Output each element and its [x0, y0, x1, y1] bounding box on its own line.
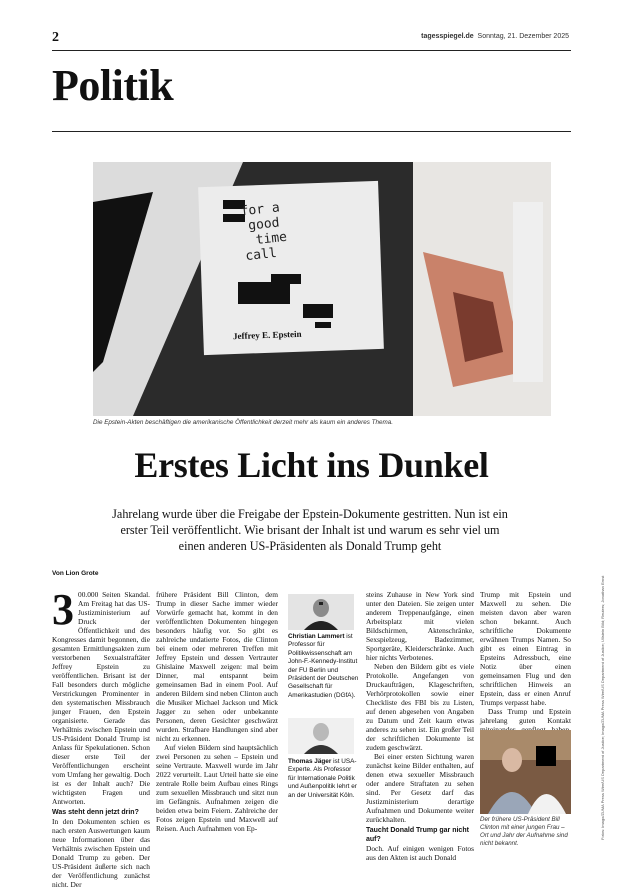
- issue-date: Sonntag, 21. Dezember 2025: [477, 33, 569, 40]
- portrait-thomas-jaeger: [288, 718, 354, 754]
- paragraph: Bei einer ersten Sichtung waren zunächst keine Bilder enthalten, auf denen etwa sexueller Missbrauch oder andere Straftaten zu sehen sind. Per Gesetz darf das Justizministerium derartige Aufnahmen und Dokumente weiter zurückhalten.: [366, 752, 474, 824]
- note-line: for a: [239, 200, 281, 220]
- signature-print: Jeffrey E. Epstein: [232, 328, 302, 342]
- photo-credits: Fotos: Imago/ZUMA Press Wire/US Department of Justice; Imago/ZUMA Press Wire/US Department of Justice; Ullstein Bild; Reuters; Jonathan Ernst: [600, 575, 605, 840]
- paragraph: Auf vielen Bildern sind hauptsächlich zwei Personen zu sehen – Epstein und seine Vertraute. Maxwell wurde im Jahr 2022 verurteilt. Laut Urteil hatte sie eine zentrale Rolle beim Aufbau eines Rings zum sexuellen Missbrauch und sitzt nun im Gefängnis. Aufnahmen zeigen die beiden etwa beim Feiern. Zahlreiche der Fotos zeigen Epstein und Maxwell auf Reisen. Auch Aufnahmen von Ep-: [156, 743, 278, 833]
- article-column-2: [156, 590, 278, 840]
- paragraph: Doch. Auf einigen wenigen Fotos aus den Akten ist auch Donald: [366, 844, 474, 862]
- paragraph: 00.000 Seiten Skandal. Am Freitag hat das US-Justizministerium auf Druck der Öffentlichkeit und des Kongresses damit begonnen, die gesamten Ermittlungsakten zum verstorbenen Sexualstraftäter Jeffrey Epstein zu veröffentlichen. Brisant ist der Fall besonders durch mögliche Verstrickungen Prominenter in den systematischen Missbrauch junger Frauen, den Epstein organisierte. Gerade das Verhältnis zwischen Epstein und US-Präsident Donald Trump ist Anlass für Spekulationen. Schon dieser erste Teil der Veröffentlichungen erscheint vom Umfang her gewaltig. Doch ist es der Inhalt auch? Die wichtigsten Fragen und Antworten.: [52, 590, 150, 806]
- expert-name: Christian Lammert: [288, 633, 345, 640]
- paragraph: Dass Trump und Epstein jahrelang guten Kontakt: [480, 707, 571, 725]
- clinton-photo: [480, 730, 571, 814]
- headline: Erstes Licht ins Dunkel: [134, 445, 489, 485]
- subheading: Taucht Donald Trump gar nicht auf?: [366, 827, 469, 843]
- main-photo: [93, 162, 551, 416]
- header-rule: [52, 50, 571, 51]
- expert-bio-lammert: [288, 633, 360, 700]
- deck: Jahrelang wurde über die Freigabe der Epstein-Dokumente gestritten. Nun ist ein erster Teil veröffentlicht. Wie brisant der Inhalt ist und warum es sehr viel um einen anderen US-Präsidenten als Donald Trump geht: [112, 507, 508, 553]
- article-column-4: [366, 590, 474, 862]
- paragraph: Neben den Bildern gibt es viele Protokolle. Angefangen von Druckaufträgen, Klageschriften, Verhörprotokollen sowie einer Checkliste des FBI bis zu Listen, auf denen abgesehen von Angaben zu Datum und Zeit kaum etwas anderes zu sehen ist. Ein großer Teil der schriftlichen Dokumente ist zudem geschwärzt.: [366, 662, 474, 752]
- expert-name: Thomas Jäger: [288, 758, 332, 765]
- section-rule: [52, 131, 571, 132]
- paragraph: In den Dokumenten schien es nach ersten Auswertungen kaum neue Informationen über das Verhältnis zwischen Epstein und Donald Trump zu geben. Der US-Präsident äußerte sich nach der Veröffentlichung zunächst nicht. Der: [52, 817, 150, 889]
- note-line: call: [244, 245, 278, 265]
- subheading: Was steht denn jetzt drin?: [52, 809, 139, 816]
- paragraph: steins Zuhause in New York sind unter den Dateien. Sie zeigen unter anderem Treppenaufgänge, einen Arbeitsplatz mit vielen Bildschirmen, Aktenschränke, Sexspielzeug, Badezimmer, Sportgeräte, Kleiderschränke. Auch hier nichts Verbotenes.: [366, 590, 474, 662]
- paragraph: frühere Präsident Bill Clinton, dem Trump in dieser Sache immer wieder Vorwürfe gemacht hat, kommt in den veröffentlichten Dokumenten hingegen besonders häufig vor. So gibt es zahlreiche undatierte Fotos, die Clinton bei einem oder mehreren Treffen mit Jeffrey Epstein und dessen Vertrauter Ghislaine Maxwell zeigen: mal beim Dinner, mal entspannt beim gemeinsamen Bad in einem Pool. Auf anderen Bildern sind neben Clinton auch die Musiker Michael Jackson und Mick Jagger zu sehen oder unbekannte Personen, deren Gesichter geschwärzt wurden. Strafbare Handlungen sind aber nicht zu erkennen.: [156, 590, 278, 743]
- photo-illustration: [480, 730, 571, 814]
- clinton-photo-caption: Der frühere US-Präsident Bill Clinton mit einer jungen Frau – Ort und Jahr der Aufnahme sind nicht bekannt.: [480, 816, 568, 847]
- expert-description: ist Professor für Politikwissenschaft am John-F.-Kennedy-Institut der FU Berlin und Präsident der Deutschen Gesellschaft für Amerikastudien (DGfA).: [288, 633, 359, 699]
- handwritten-note: [240, 200, 289, 264]
- article-column-5: [480, 590, 571, 726]
- byline: Von Lion Grote: [52, 570, 99, 577]
- site-name[interactable]: tagesspiegel.de: [421, 33, 474, 40]
- epstein-files-illustration: [93, 162, 551, 416]
- section-title: Politik: [52, 61, 174, 110]
- drop-cap: 3: [52, 585, 74, 634]
- person-icon: [288, 718, 354, 754]
- masthead: [300, 33, 569, 40]
- person-icon: [288, 594, 354, 630]
- expert-description: ist USA-Experte. Als Professor für Internationale Politik und Außenpolitik lehrt er an der Universität Köln.: [288, 758, 357, 799]
- paragraph: Trump mit Epstein und Maxwell zu sehen. Die meisten davon aber waren schon bekannt. Auch schriftliche Dokumente erwähnen Trumps Namen. So gibt es einen Eintrag in Epsteins Adressbuch, eine Notiz über einen gemeinsamen Flug und den schriftlichen Hinweis an Epstein, dass er einen Anruf Trumps verpasst habe.: [480, 590, 571, 707]
- expert-bio-jaeger: [288, 758, 360, 800]
- photo-caption: Die Epstein-Akten beschäftigen die amerikanische Öffentlichkeit derzeit mehr als kaum ein anderes Thema.: [93, 419, 393, 426]
- note-line: time: [255, 229, 288, 248]
- note-line: good: [247, 215, 281, 234]
- page-number: 2: [52, 30, 59, 45]
- portrait-christian-lammert: [288, 594, 354, 630]
- article-column-1: [52, 585, 150, 889]
